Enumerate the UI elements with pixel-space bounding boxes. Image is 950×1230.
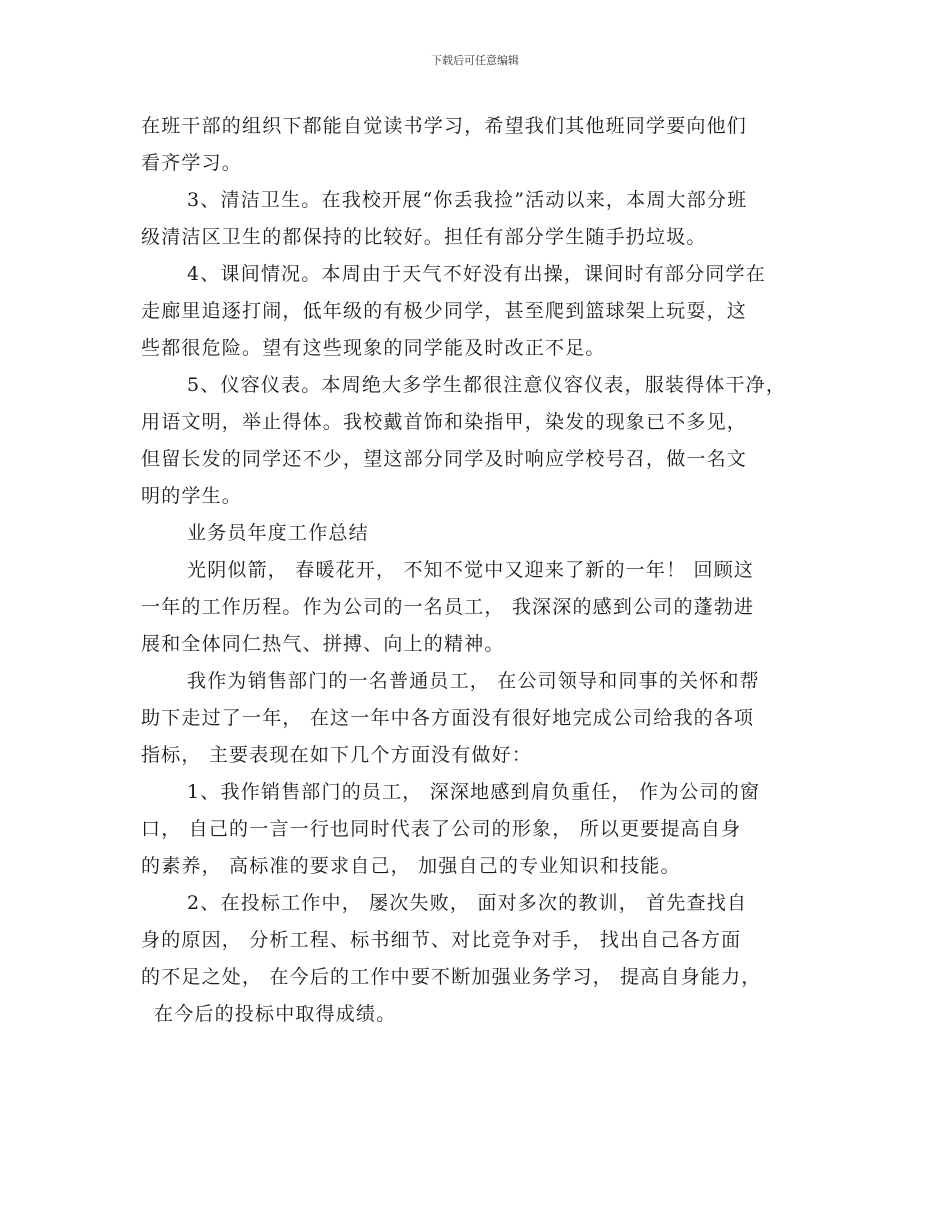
text-line: 5、仪容仪表。本周绝大多学生都很注意仪容仪表，服装得体干净， <box>187 374 787 396</box>
text-line: 口， 自己的一言一行也同时代表了公司的形象， 所以更要提高自身 <box>141 818 742 840</box>
page-header: 下载后可任意编辑 <box>431 54 519 67</box>
text-line: 看齐学习。 <box>141 152 243 174</box>
text-line: 身的原因， 分析工程、标书细节、对比竞争对手， 找出自己各方面 <box>141 929 742 951</box>
text-line: 我作为销售部门的一名普通员工， 在公司领导和同事的关怀和帮 <box>187 670 760 692</box>
text-line: 助下走过了一年， 在这一年中各方面没有很好地完成公司给我的各项 <box>141 707 755 729</box>
text-line: 的不足之处， 在今后的工作中要不断加强业务学习， 提高自身能力， <box>141 966 762 988</box>
text-line: 走廊里追逐打闹，低年级的有极少同学，甚至爬到篮球架上玩耍，这 <box>141 300 748 322</box>
text-line: 些都很危险。望有这些现象的同学能及时改正不足。 <box>141 337 606 359</box>
text-line: 3、清洁卫生。在我校开展“你丢我捡”活动以来，本周大部分班 <box>187 189 748 211</box>
text-line: 在班干部的组织下都能自觉读书学习，希望我们其他班同学要向他们 <box>141 115 748 137</box>
text-line: 的素养， 高标准的要求自己， 加强自己的专业知识和技能。 <box>141 855 681 877</box>
text-line: 4、课间情况。本周由于天气不好没有出操，课间时有部分同学在 <box>187 263 766 285</box>
text-line: 展和全体同仁热气、拼搏、向上的精神。 <box>141 633 505 655</box>
text-line: 1、我作销售部门的员工， 深深地感到肩负重任， 作为公司的窗 <box>187 781 761 803</box>
text-line: 指标， 主要表现在如下几个方面没有做好： <box>141 744 533 766</box>
document-body <box>141 108 831 1033</box>
text-line: 在今后的投标中取得成绩。 <box>154 1003 397 1025</box>
text-line: 光阴似箭， 春暖花开， 不知不觉中又迎来了新的一年！ 回顾这 <box>187 559 755 581</box>
text-line: 但留长发的同学还不少，望这部分同学及时响应学校号召，做一名文 <box>141 448 748 470</box>
text-line: 级清洁区卫生的都保持的比较好。担任有部分学生随手扔垃圾。 <box>141 226 707 248</box>
text-line: 2、在投标工作中， 屡次失败， 面对多次的教训， 首先查找自 <box>187 892 748 914</box>
text-line: 明的学生。 <box>141 485 243 507</box>
text-line: 用语文明，举止得体。我校戴首饰和染指甲，染发的现象已不多见， <box>141 411 748 433</box>
text-line: 业务员年度工作总结 <box>187 522 369 544</box>
text-line: 一年的工作历程。作为公司的一名员工， 我深深的感到公司的蓬勃进 <box>141 596 755 618</box>
